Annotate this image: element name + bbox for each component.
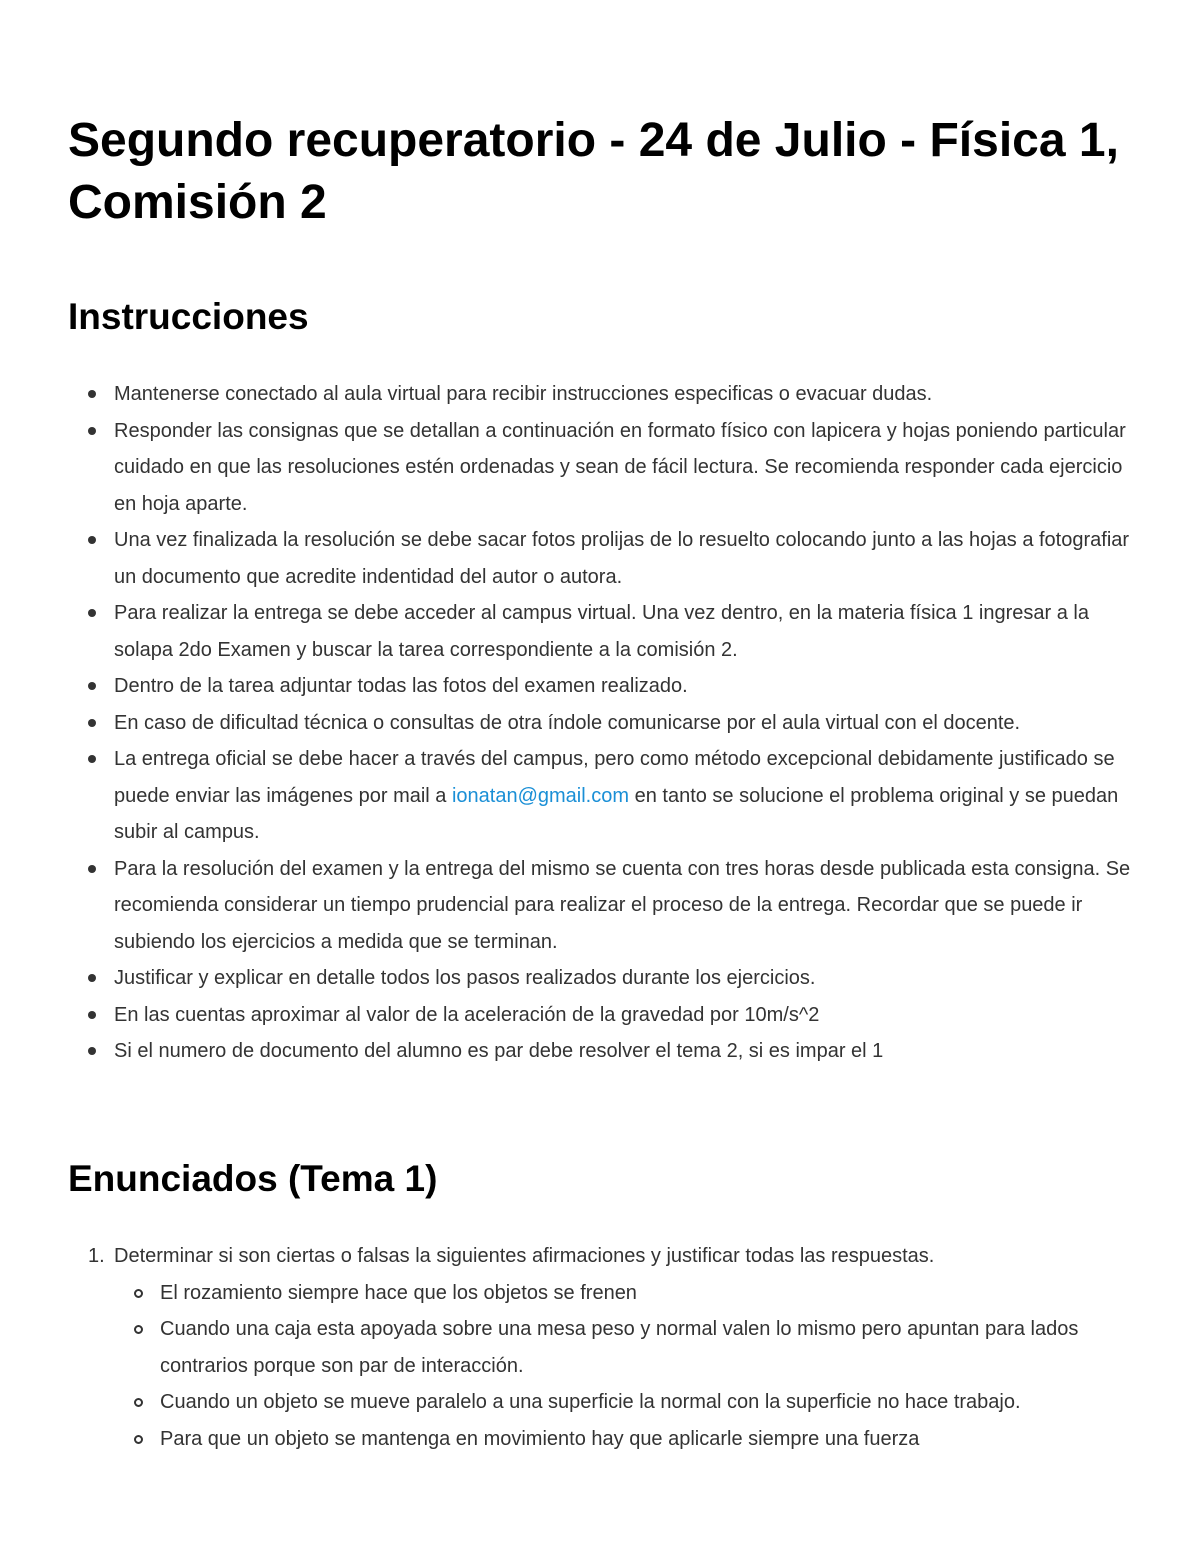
page-title: Segundo recuperatorio - 24 de Julio - Física 1, Comisión 2 bbox=[68, 114, 1119, 229]
list-item bbox=[68, 705, 1138, 742]
list-item bbox=[68, 741, 1138, 851]
instruction-text: en tanto se solucione el problema original y se puedan subir al campus. bbox=[114, 784, 1119, 843]
email-link[interactable]: ionatan@gmail.com bbox=[451, 784, 630, 807]
sub-list-item bbox=[114, 1384, 1138, 1421]
bullet-icon bbox=[88, 1011, 96, 1019]
bullet-icon bbox=[88, 609, 96, 617]
instruction-text: Para la resolución del examen y la entrega del mismo se cuenta con tres horas desde publicada esta consigna. Se recomienda considerar un tiempo prudencial para realizar el proceso de la entrega. Recordar que se puede ir subiendo los ejercicios a medida que se terminan. bbox=[114, 857, 1131, 953]
statement-subtext: El rozamiento siempre hace que los objetos se frenen bbox=[160, 1281, 637, 1304]
instruction-text: En las cuentas aproximar al valor de la aceleración de la gravedad por 10m/s^2 bbox=[114, 1003, 820, 1026]
bullet-icon bbox=[88, 390, 96, 398]
bullet-icon bbox=[88, 755, 96, 763]
circle-bullet-icon bbox=[134, 1289, 143, 1298]
instruction-text: Responder las consignas que se detallan a continuación en formato físico con lapicera y hojas poniendo particular cuidado en que las resoluciones estén ordenadas y sean de fácil lectura. Se recomienda responder cada ejercicio en hoja aparte. bbox=[114, 419, 1126, 515]
instruction-text: Justificar y explicar en detalle todos los pasos realizados durante los ejercicios. bbox=[114, 967, 816, 989]
sub-list-item bbox=[114, 1275, 1138, 1312]
statement-text: Determinar si son ciertas o falsas la siguientes afirmaciones y justificar todas las respuestas. bbox=[114, 1245, 935, 1267]
statements-heading: Enunciados (Tema 1) bbox=[68, 1158, 438, 1199]
statement-subtext: Cuando una caja esta apoyada sobre una mesa peso y normal valen lo mismo pero apuntan para lados contrarios porque son par de interacción. bbox=[160, 1318, 1079, 1377]
statement-subtext: Para que un objeto se mantenga en movimiento hay que aplicarle siempre una fuerza bbox=[160, 1427, 920, 1450]
instruction-text: Dentro de la tarea adjuntar todas las fotos del examen realizado. bbox=[114, 675, 688, 697]
list-item bbox=[68, 1033, 1138, 1070]
instruction-text: Para realizar la entrega se debe acceder al campus virtual. Una vez dentro, en la materia física 1 ingresar a la solapa 2do Examen y buscar la tarea correspondiente a la comisión 2. bbox=[114, 602, 1089, 661]
instruction-text: Si el numero de documento del alumno es par debe resolver el tema 2, si es impar el 1 bbox=[114, 1040, 884, 1062]
list-item bbox=[68, 595, 1138, 668]
list-item bbox=[68, 997, 1138, 1034]
list-item bbox=[68, 668, 1138, 705]
circle-bullet-icon bbox=[134, 1398, 143, 1407]
instructions-list bbox=[68, 376, 1138, 1070]
instruction-text: En caso de dificultad técnica o consultas de otra índole comunicarse por el aula virtual con el docente. bbox=[114, 711, 1021, 734]
circle-bullet-icon bbox=[134, 1325, 143, 1334]
instruction-text: Una vez finalizada la resolución se debe sacar fotos prolijas de lo resuelto colocando junto a las hojas a fotografiar un documento que acredite indentidad del autor o autora. bbox=[114, 529, 1130, 588]
statement-subtext: Cuando un objeto se mueve paralelo a una superficie la normal con la superficie no hace trabajo. bbox=[160, 1391, 1021, 1413]
bullet-icon bbox=[88, 865, 96, 873]
bullet-icon bbox=[88, 427, 96, 435]
list-item bbox=[68, 413, 1138, 523]
statements-list bbox=[68, 1238, 1138, 1457]
list-item bbox=[68, 851, 1138, 961]
list-item bbox=[68, 376, 1138, 413]
item-number: 1. bbox=[88, 1245, 105, 1267]
circle-bullet-icon bbox=[134, 1435, 143, 1444]
instructions-heading: Instrucciones bbox=[68, 296, 309, 337]
bullet-icon bbox=[88, 536, 96, 544]
list-item bbox=[68, 960, 1138, 997]
sub-list-item bbox=[114, 1421, 1138, 1458]
sub-list bbox=[114, 1275, 1138, 1458]
instruction-text: La entrega oficial se debe hacer a través del campus, pero como método excepcional debidamente justificado se puede enviar las imágenes por mail a bbox=[114, 748, 1115, 807]
sub-list-item bbox=[114, 1311, 1138, 1384]
bullet-icon bbox=[88, 974, 96, 982]
list-item bbox=[68, 522, 1138, 595]
bullet-icon bbox=[88, 719, 96, 727]
list-item bbox=[68, 1238, 1138, 1457]
bullet-icon bbox=[88, 682, 96, 690]
instruction-text: Mantenerse conectado al aula virtual para recibir instrucciones especificas o evacuar dudas. bbox=[114, 383, 933, 405]
bullet-icon bbox=[88, 1047, 96, 1055]
